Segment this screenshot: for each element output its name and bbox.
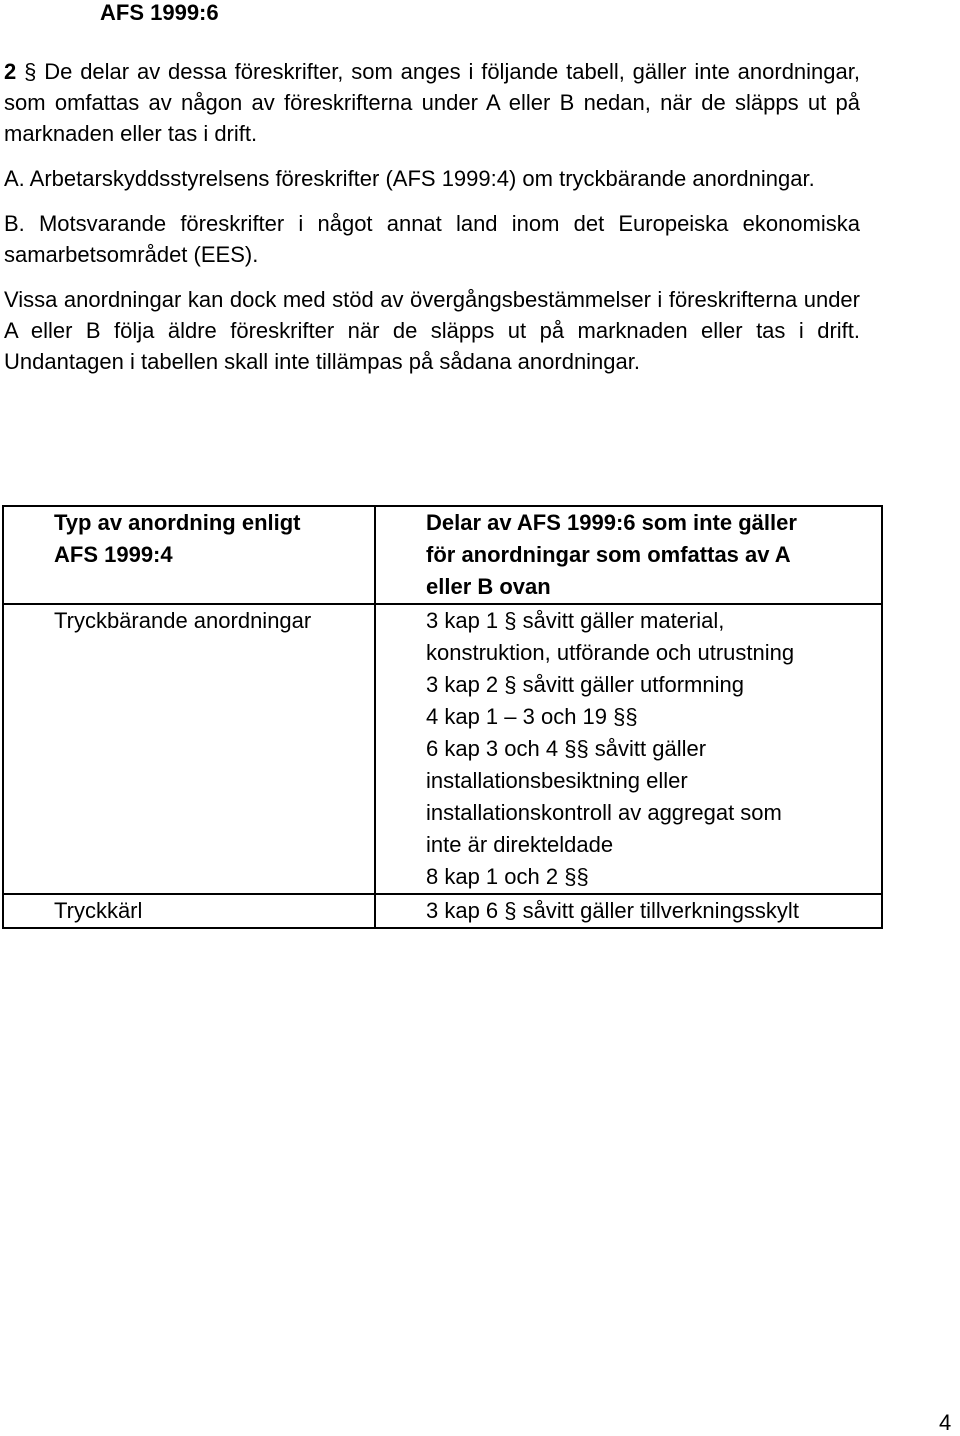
device-label: Tryckkärl: [54, 898, 143, 923]
parts-line: inte är direkteldade: [426, 832, 614, 857]
header-line: AFS 1999:4: [54, 542, 173, 567]
section-number: 2: [4, 59, 17, 84]
header-cell-device-type: [3, 506, 375, 604]
item-b-paragraph: B. Motsvarande föreskrifter i något annat land inom det Europeiska ekonomiska samarbetsområdet (EES).: [4, 211, 860, 267]
parts-cell: [375, 894, 882, 928]
parts-line: 6 kap 3 och 4 §§ såvitt gäller: [426, 736, 707, 761]
parts-line: konstruktion, utförande och utrustning: [426, 640, 795, 665]
device-cell: [3, 604, 375, 894]
table-row: [3, 894, 882, 928]
page-number: 4: [939, 1410, 952, 1435]
parts-line: installationskontroll av aggregat som: [426, 800, 782, 825]
document-body: [4, 56, 860, 377]
header-line: Typ av anordning enligt: [54, 510, 301, 535]
parts-line: installationsbesiktning eller: [426, 768, 688, 793]
header-cell-excluded-parts: [375, 506, 882, 604]
transitional-note-paragraph: Vissa anordningar kan dock med stöd av övergångsbestämmelser i föreskrifterna under A eller B följa äldre föreskrifter när de släpps ut på marknaden eller tas i drift. Undantagen i tabellen skall inte tillämpas på sådana anordningar.: [4, 287, 860, 374]
header-line: för anordningar som omfattas av A: [426, 542, 791, 567]
section-sign: §: [24, 59, 37, 84]
parts-line: 3 kap 1 § såvitt gäller material,: [426, 608, 725, 633]
table-header-row: [3, 506, 882, 604]
intro-paragraph: [4, 56, 860, 149]
item-a-paragraph: A. Arbetarskyddsstyrelsens föreskrifter (AFS 1999:4) om tryckbärande anordningar.: [4, 166, 815, 191]
document-id-header: AFS 1999:6: [100, 0, 219, 25]
parts-line: 3 kap 6 § såvitt gäller tillverkningsskylt: [426, 898, 799, 923]
parts-cell: [375, 604, 882, 894]
parts-line: 3 kap 2 § såvitt gäller utformning: [426, 672, 744, 697]
device-cell: [3, 894, 375, 928]
header-line: eller B ovan: [426, 574, 551, 599]
intro-text: De delar av dessa föreskrifter, som anges i följande tabell, gäller inte anordningar, som omfattas av någon av föreskrifterna under A eller B nedan, när de släpps ut på marknaden eller tas i drift.: [4, 59, 860, 146]
table-row: [3, 604, 882, 894]
header-line: Delar av AFS 1999:6 som inte gäller: [426, 510, 797, 535]
exceptions-table: [2, 505, 883, 929]
parts-line: 8 kap 1 och 2 §§: [426, 864, 589, 889]
parts-line: 4 kap 1 – 3 och 19 §§: [426, 704, 638, 729]
device-label: Tryckbärande anordningar: [54, 608, 312, 633]
